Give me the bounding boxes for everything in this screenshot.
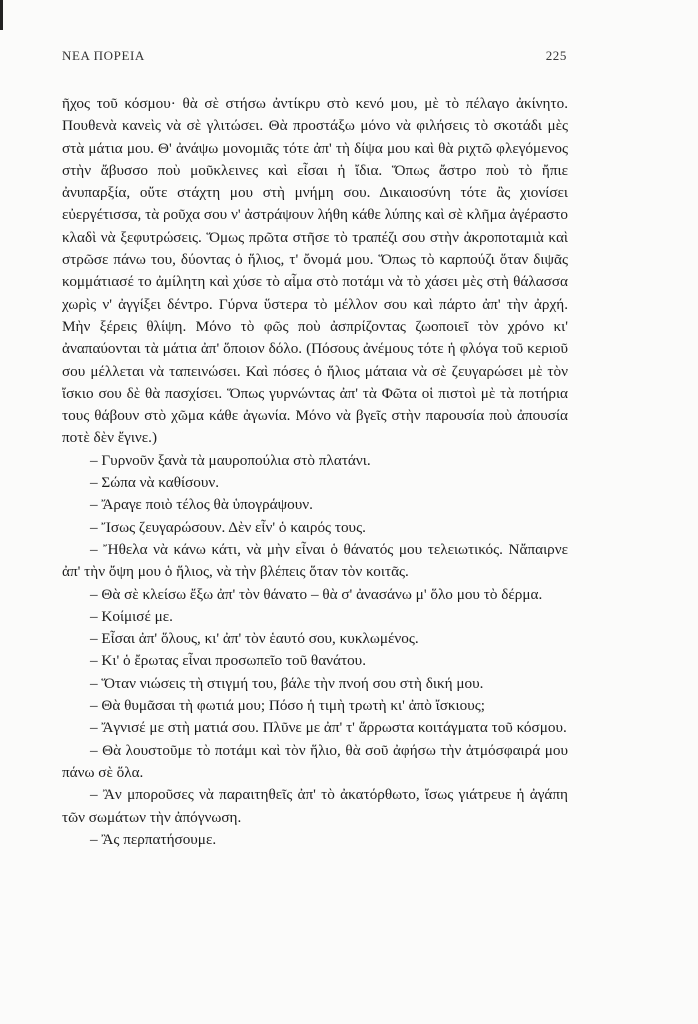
dialogue-line: – Ὅταν νιώσεις τὴ στιγμή του, βάλε τὴν πνοή σου στὴ δική μου.: [90, 674, 484, 692]
dialogue-line: – Ἤθελα νὰ κάνω κάτι, νὰ μὴν εἶναι ὁ θάνατός μου τελειωτικός. Νἄπαιρνε ἀπ' τὴν ὄψη μου ὁ ἥλιος, νὰ τὴν βλέπεις ὅταν τὸν κοιτᾶς.: [62, 540, 568, 581]
running-head: [62, 48, 567, 68]
page-edge-mark: [0, 0, 3, 30]
dialogue-line: – Ἂς περπατήσουμε.: [90, 830, 217, 848]
dialogue-line: – Θὰ θυμᾶσαι τὴ φωτιά μου; Πόσο ἡ τιμὴ τρωτὴ κι' ἀπὸ ἴσκιους;: [90, 697, 485, 715]
dialogue-line: – Ἄγνισέ με στὴ ματιά σου. Πλῦνε με ἀπ' τ' ἄρρωστα κοιτάγματα τοῦ κόσμου.: [90, 719, 567, 737]
prose-paragraph: ῆχος τοῦ κόσμου· θὰ σὲ στήσω ἀντίκρυ στὸ κενό μου, μὲ τὸ πέλαγο ἀκίνητο. Πουθενὰ κανεὶς νὰ σὲ γλιτώσει. Θὰ προστάξω μόνο νὰ φιλήσεις τὸ σκοτάδι μὲς στὰ μάτια μου. Θ' ἀνάψω μονομιᾶς τότε ἀπ' τὴ δίψα μου καὶ θὰ ριχτῶ φλεγόμενος στὴν ἄβυσσο ποὺ μοῦκλεινες καὶ εἶσαι ἡ ἴδια. Ὅπως ἄστρο ποὺ τὸ ἤπιε ἀνυπαρξία, οὔτε στάχτη μου στὴ μνήμη σου. Δικαιοσύνη τότε ἂς χιονίσει εὐεργέτισσα, τὰ ροῦχα σου ν' ἀστράψουν λήθη κάθε λύπης καὶ σὲ κλῆμα ἀγέραστο κλαδὶ νὰ ξεφυτρώσεις. Ὅμως πρῶτα στῆσε τὸ τραπέζι σου στὴν ἀκροποταμιὰ καὶ στρῶσε πάνω του, δύοντας ὁ ἥλιος, τ' ὄνομά μου. Ὅπως τὸ καρπούζι ὅταν διψᾶς κομμάτιασέ το ἀμίλητη καὶ χύσε τὸ αἷμα στὸ ποτάμι νὰ τὸ χάσει μὲς στὴ θάλασσα χωρὶς ν' ἀγγίξει δέντρο. Γύρνα ὕστερα τὸ μέλλον σου καὶ πάρτο ἀπ' τὴν ἀρχή. Μὴν ξέρεις θλίψη. Μόνο τὸ φῶς ποὺ ἀσπρίζοντας ζωοποιεῖ τὸν χρόνο κι' ἀναπαύονται τὰ μάτια ἀπ' ὅποιον δόλο. (Πόσους ἀνέμους τότε ἡ φλόγα τοῦ κεριοῦ σου μέλλεται νὰ ταπεινώσει. Καὶ πόσες ὁ ἥλιος μάταια νὰ σὲ ζευγαρώσει μὲ τὸν ἴσκιο σου δὲ θὰ πασχίσει. Ὅπως γυρνώντας ἀπ' τὰ Φῶτα οἱ πιστοὶ μὲ τὰ ποτήρια τους θάβουν στὸ χῶμα κάθε ἀγωνία. Μόνο νὰ βγεῖς στὴν παρουσία ποὺ ἀπουσία ποτὲ δὲν ἔγινε.): [62, 95, 568, 447]
body-text: [62, 93, 568, 851]
page-number: 225: [545, 48, 567, 63]
dialogue-line: – Θὰ σὲ κλείσω ἔξω ἀπ' τὸν θάνατο – θὰ σ' ἀνασάνω μ' ὅλο μου τὸ δέρμα.: [90, 585, 543, 603]
dialogue-line: – Θὰ λουστοῦμε τὸ ποτάμι καὶ τὸν ἥλιο, θὰ σοῦ ἀφήσω τὴν ἀτμόσφαιρά μου πάνω σὲ ὅλα.: [62, 741, 568, 781]
dialogue-line: – Κι' ὁ ἔρωτας εἶναι προσωπεῖο τοῦ θανάτου.: [90, 652, 366, 670]
dialogue-line: – Γυρνοῦν ξανὰ τὰ μαυροπούλια στὸ πλατάνι.: [90, 451, 371, 469]
book-title: ΝΕΑ ΠΟΡΕΙΑ: [62, 48, 145, 63]
dialogue-line: – Ἄραγε ποιὸ τέλος θὰ ὑπογράψουν.: [90, 496, 313, 514]
dialogue-line: – Εἶσαι ἀπ' ὅλους, κι' ἀπ' τὸν ἑαυτό σου, κυκλωμένος.: [90, 630, 419, 648]
dialogue-line: – Σώπα νὰ καθίσουν.: [90, 474, 220, 492]
dialogue-line: – Ἴσως ζευγαρώσουν. Δὲν εἶν' ὁ καιρός τους.: [90, 518, 366, 536]
dialogue-line: – Κοίμισέ με.: [90, 607, 173, 625]
dialogue-line: – Ἂν μποροῦσες νὰ παραιτηθεῖς ἀπ' τὸ ἀκατόρθωτο, ἴσως γιάτρευε ἡ ἀγάπη τῶν σωμάτων τὴν ἀπόγνωση.: [62, 786, 568, 826]
